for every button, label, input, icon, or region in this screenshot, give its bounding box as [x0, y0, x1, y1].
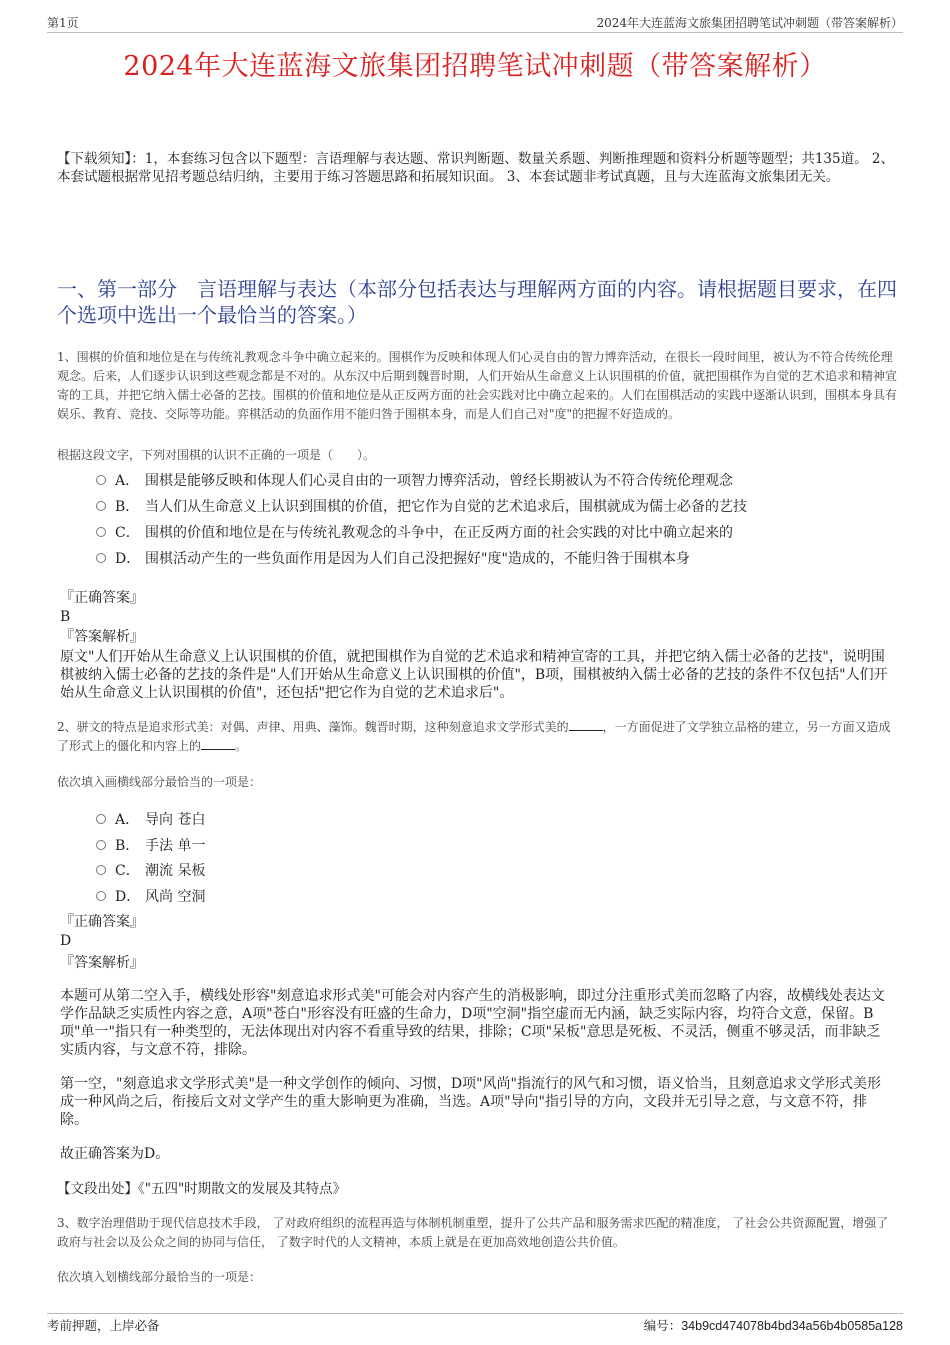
q2-answer: D	[60, 933, 72, 949]
q2-analysis-paragraph-2: 第一空，"刻意追求文学形式美"是一种文学创作的倾向、习惯，D项"风尚"指流行的风气和习惯，语义恰当，且刻意追求文学形式美形成一种风尚之后，衔接后文对文学产生的重大影响更为准确，当选。A项"导向"指引导的方向，文段并无引导之意，与文意不符，排除。	[60, 1076, 881, 1128]
page-title: 2024年大连蓝海文旅集团招聘笔试冲刺题（带答案解析）	[123, 51, 827, 82]
radio-icon[interactable]	[96, 840, 106, 850]
q1-option-b[interactable]: B． 当人们从生命意义上认识到围棋的价值，把它作为自觉的艺术追求后，围棋就成为儒士必备的艺技	[96, 496, 747, 516]
q1-option-d[interactable]: D． 围棋活动产生的一些负面作用是因为人们自己没把握好"度"造成的，不能归咎于围棋本身	[96, 548, 690, 568]
footer-slogan: 考前押题，上岸必备	[47, 1318, 160, 1333]
radio-icon[interactable]	[96, 891, 106, 901]
question-1-prompt: 根据这段文字，下列对围棋的认识不正确的一项是（ ）。	[57, 448, 376, 462]
q1-answer: B	[60, 609, 71, 625]
blank-2	[201, 737, 235, 750]
page-footer	[47, 1313, 903, 1333]
q2-option-b[interactable]: B． 手法 单一	[96, 835, 205, 855]
q2-analysis-paragraph-1: 本题可从第二空入手，横线处形容"刻意追求形式美"可能会对内容产生的消极影响，即过分注重形式美而忽略了内容，故横线处表达文学作品缺乏实质性内容之意，A项"苍白"形容没有旺盛的生命力，D项"空洞"指空虚而无内涵，缺乏实际内容，均符合文意，保留。B项"单一"指只有一种类型的，无法体现出对内容不看重导致的结果，排除；C项"呆板"意思是死板、不灵活，侧重不够灵活，而非缺乏实质内容，与文意不符，排除。	[60, 988, 885, 1058]
footer-code: 编号：34b9cd474078b4bd34a56b4b0585a128	[643, 1318, 903, 1333]
question-1-stem: 1、围棋的价值和地位是在与传统礼教观念斗争中确立起来的。围棋作为反映和体现人们心灵自由的智力博弈活动，在很长一段时间里，被认为不符合传统伦理观念。后来，人们逐步认识到这些观念都是不对的。从东汉中后期到魏晋时期，人们开始从生命意义上认识围棋的价值，就把围棋作为自觉的艺术追求和精神宣寄的工具，并把它纳入儒士必备的艺技。围棋的价值和地位是从正反两方面的社会实践对比中确立起来的。人们在围棋活动的实践中逐渐认识到，围棋本身具有娱乐、教育、竞技、交际等功能。弈棋活动的负面作用不能归咎于围棋本身，而是人们自己对"度"的把握不好造成的。	[57, 350, 898, 421]
q2-conclusion: 故正确答案为D。	[60, 1146, 170, 1162]
q2-source: 【文段出处】《"五四"时期散文的发展及其特点》	[57, 1181, 347, 1197]
radio-icon[interactable]	[96, 553, 106, 563]
q2-option-d[interactable]: D． 风尚 空洞	[96, 886, 205, 906]
radio-icon[interactable]	[96, 475, 106, 485]
q2-option-c[interactable]: C． 潮流 呆板	[96, 860, 205, 880]
question-3-stem: 3、数字治理借助于现代信息技术手段， 了对政府组织的流程再造与体制机制重塑，提升了公共产品和服务需求匹配的精准度， 了社会公共资源配置，增强了政府与社会以及公众之间的协同与信任， 了数字时代的人文精神，本质上就是在更加高效地创造公共价值。	[57, 1216, 889, 1249]
question-2-prompt: 依次填入画横线部分最恰当的一项是：	[57, 775, 262, 789]
page-number: 第1页	[47, 16, 79, 30]
page-header	[47, 14, 903, 33]
q2-option-a[interactable]: A． 导向 苍白	[96, 809, 205, 829]
question-3-prompt: 依次填入划横线部分最恰当的一项是：	[57, 1270, 262, 1284]
radio-icon[interactable]	[96, 814, 106, 824]
q1-answer-title: 『正确答案』	[60, 590, 144, 606]
q1-analysis: 原文"人们开始从生命意义上认识围棋的价值，就把围棋作为自觉的艺术追求和精神宣寄的工具，并把它纳入儒士必备的艺技"，说明围棋被纳入儒士必备的艺技的条件是"人们开始从生命意义上认识围棋的价值"，B项，围棋被纳入儒士必备的艺技的条件不仅包括"人们开始从生命意义上认识围棋的价值"，还包括"把它作为自觉的艺术追求后"。	[60, 649, 888, 701]
q2-analysis-title: 『答案解析』	[60, 955, 144, 971]
radio-icon[interactable]	[96, 527, 106, 537]
question-2-stem: 2、骈文的特点是追求形式美：对偶、声律、用典、藻饰。魏晋时期，这种刻意追求文学形式美的 ，一方面促进了文学独立品格的建立，另一方面又造成了形式上的僵化和内容上的 。	[57, 720, 891, 753]
q1-option-a[interactable]: A． 围棋是能够反映和体现人们心灵自由的一项智力博弈活动，曾经长期被认为不符合传统伦理观念	[96, 470, 733, 490]
radio-icon[interactable]	[96, 865, 106, 875]
q1-option-c[interactable]: C． 围棋的价值和地位是在与传统礼教观念的斗争中，在正反两方面的社会实践的对比中确立起来的	[96, 522, 733, 542]
download-notice: 【下载须知】：1，本套练习包含以下题型：言语理解与表达题、常识判断题、数量关系题、判断推理题和资料分析题等题型；共135道。 2、本套试题根据常见招考题总结归纳，主要用于练习答题思路和拓展知识面。 3、本套试题非考试真题，且与大连蓝海文旅集团无关。	[57, 151, 894, 185]
header-doc-title: 2024年大连蓝海文旅集团招聘笔试冲刺题（带答案解析）	[596, 16, 903, 30]
q1-analysis-title: 『答案解析』	[60, 629, 144, 645]
q2-answer-title: 『正确答案』	[60, 914, 144, 930]
blank-1	[569, 718, 603, 731]
section-heading: 一、第一部分 言语理解与表达（本部分包括表达与理解两方面的内容。请根据题目要求，在四个选项中选出一个最恰当的答案。）	[57, 277, 897, 327]
radio-icon[interactable]	[96, 501, 106, 511]
